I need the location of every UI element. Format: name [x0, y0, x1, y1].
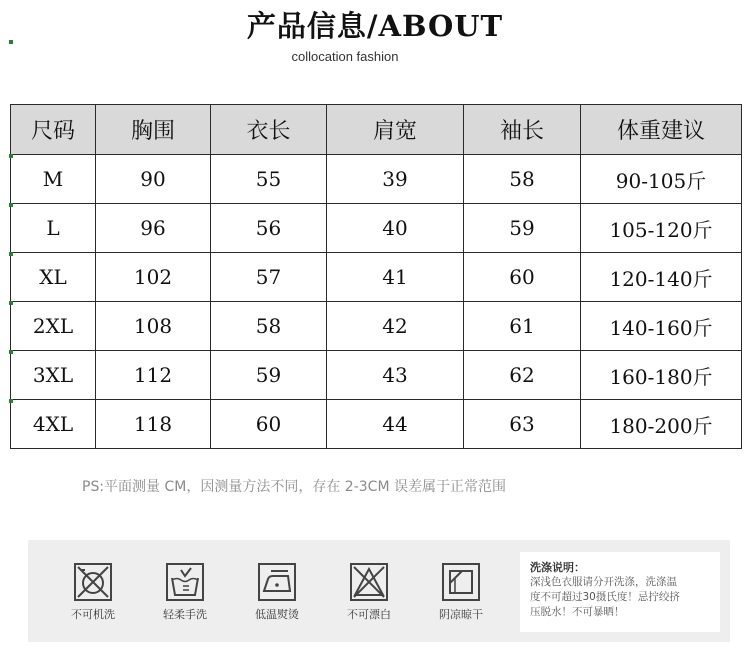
care-item-no-bleach: [334, 562, 404, 622]
cell-chest: 90: [96, 155, 211, 204]
header-sleeve: 袖长: [464, 105, 581, 155]
care-label: 轻柔手洗: [163, 608, 207, 621]
care-label: 不可漂白: [347, 608, 391, 621]
table-row: [11, 302, 742, 351]
cell-chest: 118: [96, 400, 211, 449]
table-row: [11, 155, 742, 204]
shade-dry-icon: [441, 562, 481, 602]
cell-shoulder: 40: [327, 204, 464, 253]
cell-shoulder: 39: [327, 155, 464, 204]
cell-length: 58: [211, 302, 327, 351]
cell-sleeve: 59: [464, 204, 581, 253]
accent-mark: [9, 399, 13, 403]
cell-shoulder: 42: [327, 302, 464, 351]
cell-weight: 160-180斤: [581, 351, 742, 400]
no-bleach-icon: [349, 562, 389, 602]
cell-length: 56: [211, 204, 327, 253]
care-label: 低温熨烫: [255, 608, 299, 621]
cell-sleeve: 62: [464, 351, 581, 400]
accent-mark: [9, 203, 13, 207]
cell-weight: 90-105斤: [581, 155, 742, 204]
cell-chest: 102: [96, 253, 211, 302]
cell-length: 60: [211, 400, 327, 449]
header-length: 衣长: [211, 105, 327, 155]
cell-weight: 105-120斤: [581, 204, 742, 253]
cell-shoulder: 44: [327, 400, 464, 449]
header-weight: 体重建议: [581, 105, 742, 155]
cell-chest: 96: [96, 204, 211, 253]
accent-mark: [9, 252, 13, 256]
cell-size: 2XL: [11, 302, 96, 351]
table-row: [11, 351, 742, 400]
care-label: 阴凉晾干: [439, 608, 483, 621]
wash-instructions: [520, 552, 720, 632]
cell-size: 3XL: [11, 351, 96, 400]
care-item-shade-dry: [426, 562, 496, 622]
care-item-no-machine-wash: [58, 562, 128, 622]
no-machine-wash-icon: [73, 562, 113, 602]
wash-line: 深浅色衣服请分开洗涤，洗涤温: [530, 576, 677, 588]
accent-mark: [9, 301, 13, 305]
cell-shoulder: 43: [327, 351, 464, 400]
cell-sleeve: 60: [464, 253, 581, 302]
size-table: [10, 104, 742, 449]
table-row: [11, 204, 742, 253]
cell-size: L: [11, 204, 96, 253]
low-iron-icon: [257, 562, 297, 602]
cell-weight: 140-160斤: [581, 302, 742, 351]
cell-shoulder: 41: [327, 253, 464, 302]
page-subtitle: collocation fashion: [291, 49, 399, 64]
accent-mark: [9, 350, 13, 354]
wash-line: 压脱水！不可暴晒！: [530, 606, 625, 618]
care-item-low-iron: [242, 562, 312, 622]
care-panel: [28, 540, 730, 642]
cell-weight: 120-140斤: [581, 253, 742, 302]
cell-size: M: [11, 155, 96, 204]
wash-title: 洗涤说明：: [530, 561, 585, 574]
cell-chest: 108: [96, 302, 211, 351]
care-item-hand-wash: [150, 562, 220, 622]
header-chest: 胸围: [96, 105, 211, 155]
table-header-row: [11, 105, 742, 155]
cell-size: XL: [11, 253, 96, 302]
page-title: 产品信息/ABOUT: [246, 9, 504, 43]
accent-mark: [9, 40, 13, 44]
header-shoulder: 肩宽: [327, 105, 464, 155]
cell-size: 4XL: [11, 400, 96, 449]
cell-length: 57: [211, 253, 327, 302]
measurement-note: PS:平面测量 CM，因测量方法不同，存在 2-3CM 误差属于正常范围: [82, 479, 506, 495]
cell-chest: 112: [96, 351, 211, 400]
cell-length: 55: [211, 155, 327, 204]
cell-weight: 180-200斤: [581, 400, 742, 449]
cell-sleeve: 58: [464, 155, 581, 204]
hand-wash-icon: [165, 562, 205, 602]
table-row: [11, 253, 742, 302]
cell-sleeve: 63: [464, 400, 581, 449]
header-size: 尺码: [11, 105, 96, 155]
cell-sleeve: 61: [464, 302, 581, 351]
accent-mark: [9, 154, 13, 158]
table-row: [11, 400, 742, 449]
care-label: 不可机洗: [71, 608, 115, 621]
wash-line: 度不可超过30摄氏度！忌拧绞挤: [530, 591, 680, 603]
cell-length: 59: [211, 351, 327, 400]
